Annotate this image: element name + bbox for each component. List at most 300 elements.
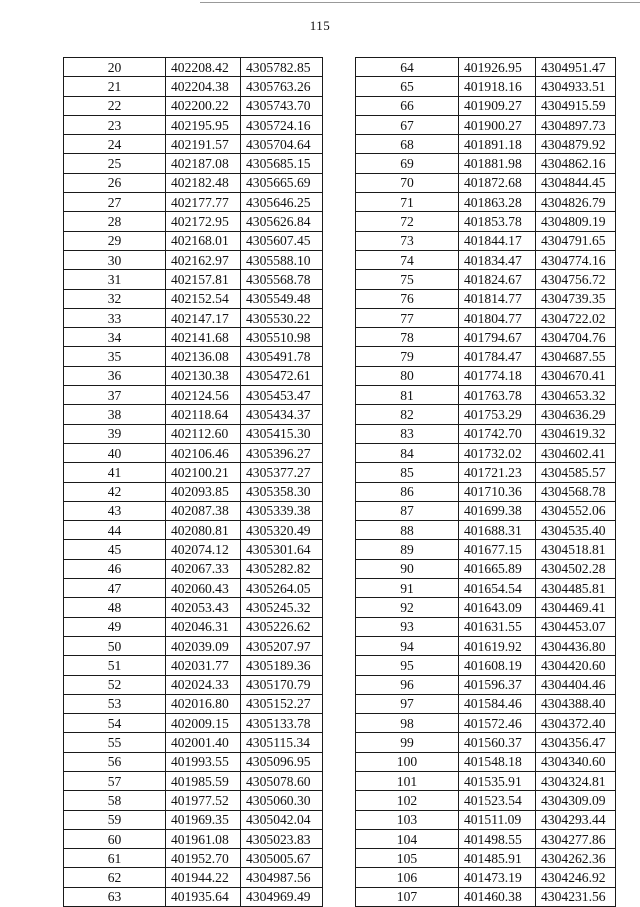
- y-coordinate-cell: 4305724.16: [241, 115, 323, 134]
- x-coordinate-cell: 401863.28: [459, 193, 536, 212]
- point-number-cell: 52: [64, 675, 166, 694]
- point-number-cell: 46: [64, 559, 166, 578]
- table-row: [356, 771, 616, 790]
- y-coordinate-cell: 4305078.60: [241, 771, 323, 790]
- point-number-cell: 78: [356, 328, 459, 347]
- x-coordinate-cell: 402152.54: [166, 289, 241, 308]
- table-row: [356, 521, 616, 540]
- y-coordinate-cell: 4304687.55: [536, 347, 616, 366]
- y-coordinate-cell: 4305453.47: [241, 386, 323, 405]
- x-coordinate-cell: 402172.95: [166, 212, 241, 231]
- point-number-cell: 85: [356, 463, 459, 482]
- y-coordinate-cell: 4305060.30: [241, 791, 323, 810]
- table-row: [64, 96, 323, 115]
- x-coordinate-cell: 401961.08: [166, 829, 241, 848]
- point-number-cell: 59: [64, 810, 166, 829]
- y-coordinate-cell: 4304826.79: [536, 193, 616, 212]
- point-number-cell: 71: [356, 193, 459, 212]
- x-coordinate-cell: 401710.36: [459, 482, 536, 501]
- point-number-cell: 90: [356, 559, 459, 578]
- point-number-cell: 21: [64, 77, 166, 96]
- y-coordinate-cell: 4305646.25: [241, 193, 323, 212]
- y-coordinate-cell: 4305133.78: [241, 714, 323, 733]
- table-row: [64, 579, 323, 598]
- y-coordinate-cell: 4305665.69: [241, 173, 323, 192]
- x-coordinate-cell: 401881.98: [459, 154, 536, 173]
- table-row: [356, 405, 616, 424]
- point-number-cell: 75: [356, 270, 459, 289]
- y-coordinate-cell: 4304420.60: [536, 656, 616, 675]
- x-coordinate-cell: 402168.01: [166, 231, 241, 250]
- point-number-cell: 30: [64, 250, 166, 269]
- point-number-cell: 107: [356, 887, 459, 906]
- x-coordinate-cell: 401935.64: [166, 887, 241, 906]
- table-row: [64, 733, 323, 752]
- y-coordinate-cell: 4304879.92: [536, 135, 616, 154]
- y-coordinate-cell: 4304670.41: [536, 366, 616, 385]
- table-row: [356, 463, 616, 482]
- table-row: [64, 308, 323, 327]
- table-row: [64, 521, 323, 540]
- x-coordinate-cell: 402182.48: [166, 173, 241, 192]
- y-coordinate-cell: 4305152.27: [241, 694, 323, 713]
- point-number-cell: 58: [64, 791, 166, 810]
- table-row: [356, 810, 616, 829]
- x-coordinate-cell: 401918.16: [459, 77, 536, 96]
- y-coordinate-cell: 4304969.49: [241, 887, 323, 906]
- x-coordinate-cell: 402187.08: [166, 154, 241, 173]
- table-row: [64, 849, 323, 868]
- point-number-cell: 104: [356, 829, 459, 848]
- point-number-cell: 39: [64, 424, 166, 443]
- point-number-cell: 88: [356, 521, 459, 540]
- x-coordinate-cell: 402208.42: [166, 58, 241, 77]
- point-number-cell: 57: [64, 771, 166, 790]
- x-coordinate-cell: 402118.64: [166, 405, 241, 424]
- y-coordinate-cell: 4304915.59: [536, 96, 616, 115]
- point-number-cell: 98: [356, 714, 459, 733]
- x-coordinate-cell: 401900.27: [459, 115, 536, 134]
- table-row: [64, 115, 323, 134]
- y-coordinate-cell: 4304722.02: [536, 308, 616, 327]
- table-row: [356, 270, 616, 289]
- table-row: [356, 231, 616, 250]
- x-coordinate-cell: 401548.18: [459, 752, 536, 771]
- table-row: [64, 58, 323, 77]
- table-row: [356, 115, 616, 134]
- point-number-cell: 92: [356, 598, 459, 617]
- x-coordinate-cell: 401498.55: [459, 829, 536, 848]
- y-coordinate-cell: 4305115.34: [241, 733, 323, 752]
- y-coordinate-cell: 4304568.78: [536, 482, 616, 501]
- x-coordinate-cell: 401853.78: [459, 212, 536, 231]
- point-number-cell: 43: [64, 501, 166, 520]
- table-row: [356, 482, 616, 501]
- table-row: [64, 135, 323, 154]
- top-rule: [200, 2, 640, 3]
- x-coordinate-cell: 401926.95: [459, 58, 536, 77]
- point-number-cell: 40: [64, 443, 166, 462]
- point-number-cell: 45: [64, 540, 166, 559]
- y-coordinate-cell: 4304636.29: [536, 405, 616, 424]
- y-coordinate-cell: 4305472.61: [241, 366, 323, 385]
- x-coordinate-cell: 401654.54: [459, 579, 536, 598]
- x-coordinate-cell: 402074.12: [166, 540, 241, 559]
- x-coordinate-cell: 401473.19: [459, 868, 536, 887]
- table-row: [356, 501, 616, 520]
- x-coordinate-cell: 402060.43: [166, 579, 241, 598]
- x-coordinate-cell: 401584.46: [459, 694, 536, 713]
- point-number-cell: 24: [64, 135, 166, 154]
- x-coordinate-cell: 402136.08: [166, 347, 241, 366]
- y-coordinate-cell: 4304293.44: [536, 810, 616, 829]
- y-coordinate-cell: 4304231.56: [536, 887, 616, 906]
- point-number-cell: 72: [356, 212, 459, 231]
- point-number-cell: 99: [356, 733, 459, 752]
- y-coordinate-cell: 4305782.85: [241, 58, 323, 77]
- table-row: [64, 212, 323, 231]
- x-coordinate-cell: 402039.09: [166, 636, 241, 655]
- table-row: [64, 829, 323, 848]
- point-number-cell: 96: [356, 675, 459, 694]
- point-number-cell: 66: [356, 96, 459, 115]
- x-coordinate-cell: 401721.23: [459, 463, 536, 482]
- table-row: [356, 579, 616, 598]
- x-coordinate-cell: 401631.55: [459, 617, 536, 636]
- y-coordinate-cell: 4304619.32: [536, 424, 616, 443]
- y-coordinate-cell: 4305320.49: [241, 521, 323, 540]
- y-coordinate-cell: 4304246.92: [536, 868, 616, 887]
- point-number-cell: 36: [64, 366, 166, 385]
- point-number-cell: 47: [64, 579, 166, 598]
- table-row: [356, 752, 616, 771]
- table-row: [356, 77, 616, 96]
- table-row: [356, 424, 616, 443]
- point-number-cell: 54: [64, 714, 166, 733]
- y-coordinate-cell: 4304309.09: [536, 791, 616, 810]
- table-row: [356, 829, 616, 848]
- point-number-cell: 37: [64, 386, 166, 405]
- table-row: [64, 868, 323, 887]
- y-coordinate-cell: 4305042.04: [241, 810, 323, 829]
- point-number-cell: 69: [356, 154, 459, 173]
- y-coordinate-cell: 4305226.62: [241, 617, 323, 636]
- table-row: [356, 250, 616, 269]
- point-number-cell: 77: [356, 308, 459, 327]
- point-number-cell: 35: [64, 347, 166, 366]
- point-number-cell: 97: [356, 694, 459, 713]
- table-row: [356, 386, 616, 405]
- point-number-cell: 61: [64, 849, 166, 868]
- x-coordinate-cell: 401784.47: [459, 347, 536, 366]
- x-coordinate-cell: 401699.38: [459, 501, 536, 520]
- y-coordinate-cell: 4305626.84: [241, 212, 323, 231]
- table-row: [64, 77, 323, 96]
- table-row: [356, 212, 616, 231]
- table-row: [356, 559, 616, 578]
- point-number-cell: 50: [64, 636, 166, 655]
- y-coordinate-cell: 4305763.26: [241, 77, 323, 96]
- point-number-cell: 89: [356, 540, 459, 559]
- y-coordinate-cell: 4305005.67: [241, 849, 323, 868]
- table-row: [64, 559, 323, 578]
- point-number-cell: 103: [356, 810, 459, 829]
- x-coordinate-cell: 401535.91: [459, 771, 536, 790]
- x-coordinate-cell: 401844.17: [459, 231, 536, 250]
- x-coordinate-cell: 401891.18: [459, 135, 536, 154]
- x-coordinate-cell: 401774.18: [459, 366, 536, 385]
- table-row: [64, 810, 323, 829]
- x-coordinate-cell: 402046.31: [166, 617, 241, 636]
- x-coordinate-cell: 402147.17: [166, 308, 241, 327]
- x-coordinate-cell: 401872.68: [459, 173, 536, 192]
- table-row: [64, 154, 323, 173]
- table-row: [64, 386, 323, 405]
- y-coordinate-cell: 4304704.76: [536, 328, 616, 347]
- table-row: [356, 366, 616, 385]
- point-number-cell: 28: [64, 212, 166, 231]
- y-coordinate-cell: 4305743.70: [241, 96, 323, 115]
- y-coordinate-cell: 4304518.81: [536, 540, 616, 559]
- x-coordinate-cell: 401909.27: [459, 96, 536, 115]
- x-coordinate-cell: 401572.46: [459, 714, 536, 733]
- coordinates-table-right: [355, 57, 616, 907]
- table-row: [64, 347, 323, 366]
- y-coordinate-cell: 4305189.36: [241, 656, 323, 675]
- y-coordinate-cell: 4305358.30: [241, 482, 323, 501]
- table-row: [64, 752, 323, 771]
- y-coordinate-cell: 4304469.41: [536, 598, 616, 617]
- x-coordinate-cell: 401643.09: [459, 598, 536, 617]
- coordinates-table-left: [63, 57, 323, 907]
- table-row: [356, 598, 616, 617]
- point-number-cell: 44: [64, 521, 166, 540]
- table-row: [356, 733, 616, 752]
- y-coordinate-cell: 4304791.65: [536, 231, 616, 250]
- point-number-cell: 94: [356, 636, 459, 655]
- point-number-cell: 86: [356, 482, 459, 501]
- table-row: [356, 656, 616, 675]
- table-row: [356, 96, 616, 115]
- x-coordinate-cell: 401485.91: [459, 849, 536, 868]
- y-coordinate-cell: 4304324.81: [536, 771, 616, 790]
- point-number-cell: 29: [64, 231, 166, 250]
- y-coordinate-cell: 4304453.07: [536, 617, 616, 636]
- x-coordinate-cell: 402100.21: [166, 463, 241, 482]
- y-coordinate-cell: 4304372.40: [536, 714, 616, 733]
- table-row: [64, 714, 323, 733]
- x-coordinate-cell: 402093.85: [166, 482, 241, 501]
- y-coordinate-cell: 4304552.06: [536, 501, 616, 520]
- table-row: [64, 250, 323, 269]
- y-coordinate-cell: 4305170.79: [241, 675, 323, 694]
- y-coordinate-cell: 4304951.47: [536, 58, 616, 77]
- table-row: [64, 173, 323, 192]
- point-number-cell: 73: [356, 231, 459, 250]
- y-coordinate-cell: 4304897.73: [536, 115, 616, 134]
- x-coordinate-cell: 402141.68: [166, 328, 241, 347]
- y-coordinate-cell: 4305339.38: [241, 501, 323, 520]
- y-coordinate-cell: 4305530.22: [241, 308, 323, 327]
- point-number-cell: 33: [64, 308, 166, 327]
- x-coordinate-cell: 402009.15: [166, 714, 241, 733]
- table-row: [64, 270, 323, 289]
- point-number-cell: 27: [64, 193, 166, 212]
- point-number-cell: 56: [64, 752, 166, 771]
- point-number-cell: 51: [64, 656, 166, 675]
- x-coordinate-cell: 401523.54: [459, 791, 536, 810]
- table-row: [356, 154, 616, 173]
- table-row: [64, 405, 323, 424]
- point-number-cell: 64: [356, 58, 459, 77]
- x-coordinate-cell: 402200.22: [166, 96, 241, 115]
- x-coordinate-cell: 402080.81: [166, 521, 241, 540]
- y-coordinate-cell: 4305415.30: [241, 424, 323, 443]
- y-coordinate-cell: 4304277.86: [536, 829, 616, 848]
- x-coordinate-cell: 402157.81: [166, 270, 241, 289]
- x-coordinate-cell: 401511.09: [459, 810, 536, 829]
- x-coordinate-cell: 402024.33: [166, 675, 241, 694]
- table-row: [356, 58, 616, 77]
- table-row: [64, 366, 323, 385]
- x-coordinate-cell: 402112.60: [166, 424, 241, 443]
- y-coordinate-cell: 4305434.37: [241, 405, 323, 424]
- y-coordinate-cell: 4304262.36: [536, 849, 616, 868]
- x-coordinate-cell: 401977.52: [166, 791, 241, 810]
- point-number-cell: 81: [356, 386, 459, 405]
- point-number-cell: 93: [356, 617, 459, 636]
- y-coordinate-cell: 4304602.41: [536, 443, 616, 462]
- point-number-cell: 42: [64, 482, 166, 501]
- y-coordinate-cell: 4305549.48: [241, 289, 323, 308]
- point-number-cell: 76: [356, 289, 459, 308]
- table-row: [356, 675, 616, 694]
- y-coordinate-cell: 4305282.82: [241, 559, 323, 578]
- point-number-cell: 26: [64, 173, 166, 192]
- x-coordinate-cell: 401753.29: [459, 405, 536, 424]
- table-row: [356, 443, 616, 462]
- point-number-cell: 23: [64, 115, 166, 134]
- y-coordinate-cell: 4305264.05: [241, 579, 323, 598]
- y-coordinate-cell: 4304933.51: [536, 77, 616, 96]
- table-row: [64, 443, 323, 462]
- x-coordinate-cell: 401560.37: [459, 733, 536, 752]
- point-number-cell: 62: [64, 868, 166, 887]
- table-row: [64, 231, 323, 250]
- y-coordinate-cell: 4305096.95: [241, 752, 323, 771]
- x-coordinate-cell: 401804.77: [459, 308, 536, 327]
- x-coordinate-cell: 402204.38: [166, 77, 241, 96]
- x-coordinate-cell: 401732.02: [459, 443, 536, 462]
- point-number-cell: 70: [356, 173, 459, 192]
- point-number-cell: 25: [64, 154, 166, 173]
- table-row: [356, 714, 616, 733]
- x-coordinate-cell: 402031.77: [166, 656, 241, 675]
- y-coordinate-cell: 4305301.64: [241, 540, 323, 559]
- y-coordinate-cell: 4305023.83: [241, 829, 323, 848]
- y-coordinate-cell: 4305607.45: [241, 231, 323, 250]
- point-number-cell: 102: [356, 791, 459, 810]
- table-row: [356, 868, 616, 887]
- point-number-cell: 100: [356, 752, 459, 771]
- point-number-cell: 84: [356, 443, 459, 462]
- point-number-cell: 106: [356, 868, 459, 887]
- point-number-cell: 74: [356, 250, 459, 269]
- x-coordinate-cell: 401834.47: [459, 250, 536, 269]
- table-row: [64, 328, 323, 347]
- point-number-cell: 60: [64, 829, 166, 848]
- x-coordinate-cell: 401619.92: [459, 636, 536, 655]
- table-row: [64, 617, 323, 636]
- table-row: [356, 617, 616, 636]
- x-coordinate-cell: 401665.89: [459, 559, 536, 578]
- y-coordinate-cell: 4304436.80: [536, 636, 616, 655]
- x-coordinate-cell: 401985.59: [166, 771, 241, 790]
- x-coordinate-cell: 401677.15: [459, 540, 536, 559]
- table-row: [64, 675, 323, 694]
- point-number-cell: 55: [64, 733, 166, 752]
- table-row: [64, 771, 323, 790]
- y-coordinate-cell: 4305588.10: [241, 250, 323, 269]
- y-coordinate-cell: 4305510.98: [241, 328, 323, 347]
- point-number-cell: 91: [356, 579, 459, 598]
- point-number-cell: 95: [356, 656, 459, 675]
- point-number-cell: 41: [64, 463, 166, 482]
- x-coordinate-cell: 401993.55: [166, 752, 241, 771]
- point-number-cell: 101: [356, 771, 459, 790]
- table-row: [356, 887, 616, 906]
- table-row: [64, 636, 323, 655]
- table-row: [64, 887, 323, 906]
- point-number-cell: 48: [64, 598, 166, 617]
- x-coordinate-cell: 402001.40: [166, 733, 241, 752]
- y-coordinate-cell: 4305568.78: [241, 270, 323, 289]
- x-coordinate-cell: 402195.95: [166, 115, 241, 134]
- y-coordinate-cell: 4304756.72: [536, 270, 616, 289]
- table-row: [356, 540, 616, 559]
- y-coordinate-cell: 4304844.45: [536, 173, 616, 192]
- point-number-cell: 67: [356, 115, 459, 134]
- table-row: [356, 347, 616, 366]
- x-coordinate-cell: 401596.37: [459, 675, 536, 694]
- y-coordinate-cell: 4304774.16: [536, 250, 616, 269]
- x-coordinate-cell: 401688.31: [459, 521, 536, 540]
- table-row: [64, 791, 323, 810]
- y-coordinate-cell: 4304535.40: [536, 521, 616, 540]
- x-coordinate-cell: 401763.78: [459, 386, 536, 405]
- x-coordinate-cell: 402106.46: [166, 443, 241, 462]
- point-number-cell: 31: [64, 270, 166, 289]
- y-coordinate-cell: 4304388.40: [536, 694, 616, 713]
- y-coordinate-cell: 4304585.57: [536, 463, 616, 482]
- point-number-cell: 65: [356, 77, 459, 96]
- table-row: [356, 636, 616, 655]
- y-coordinate-cell: 4304862.16: [536, 154, 616, 173]
- table-row: [64, 193, 323, 212]
- x-coordinate-cell: 402177.77: [166, 193, 241, 212]
- x-coordinate-cell: 401794.67: [459, 328, 536, 347]
- y-coordinate-cell: 4304485.81: [536, 579, 616, 598]
- y-coordinate-cell: 4305704.64: [241, 135, 323, 154]
- x-coordinate-cell: 402124.56: [166, 386, 241, 405]
- y-coordinate-cell: 4304340.60: [536, 752, 616, 771]
- table-row: [64, 598, 323, 617]
- x-coordinate-cell: 402191.57: [166, 135, 241, 154]
- y-coordinate-cell: 4304502.28: [536, 559, 616, 578]
- table-row: [356, 193, 616, 212]
- point-number-cell: 87: [356, 501, 459, 520]
- point-number-cell: 68: [356, 135, 459, 154]
